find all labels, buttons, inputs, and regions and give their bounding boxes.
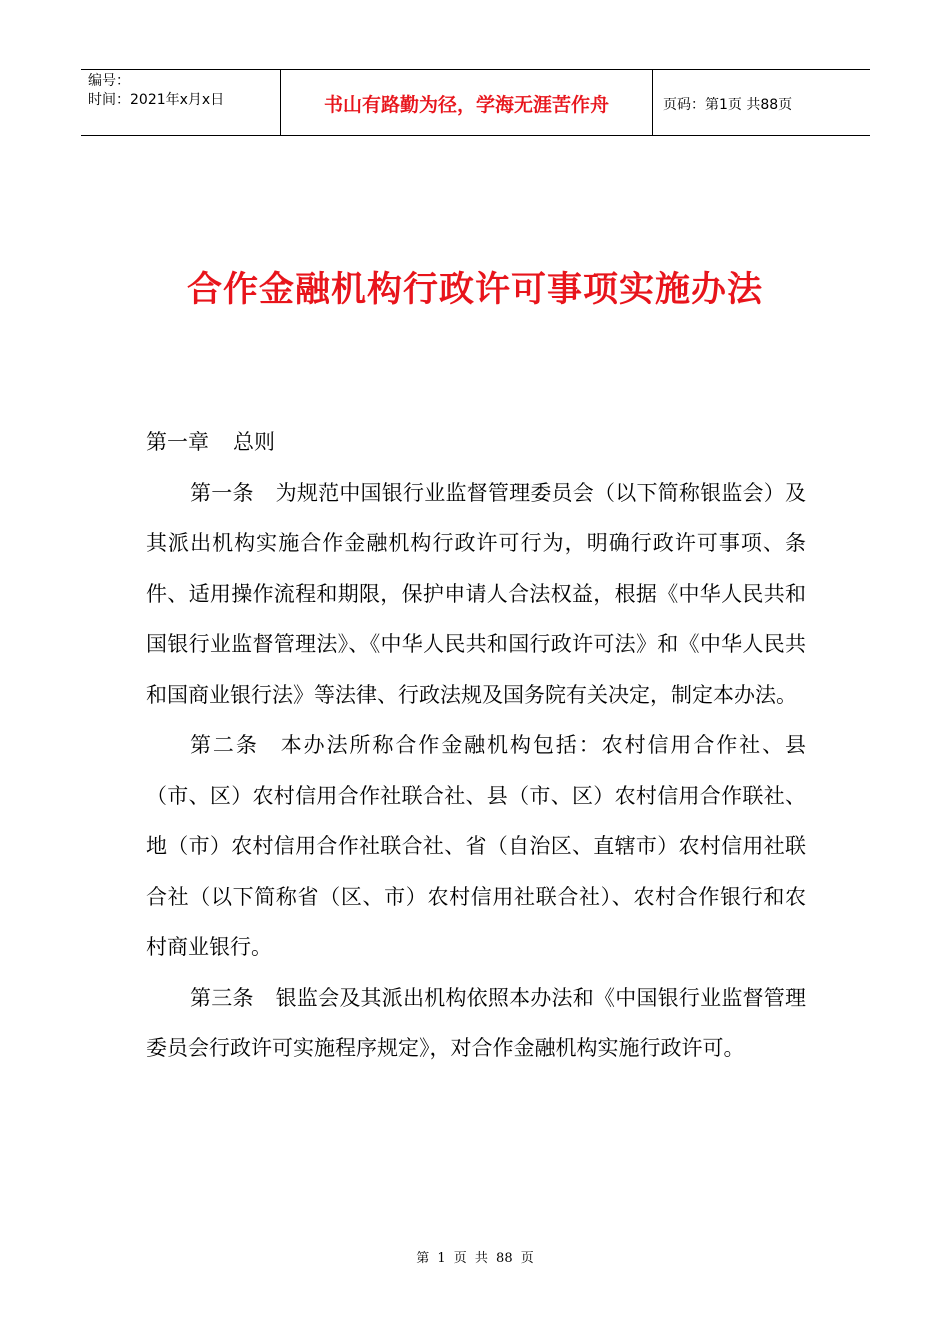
header-meta-cell [81, 70, 281, 135]
header-motto-cell [281, 70, 653, 135]
article-label: 第一条 [190, 480, 254, 505]
header-motto: 书山有路勤为径，学海无涯苦作舟 [323, 94, 609, 116]
article-paragraph [146, 973, 806, 1074]
header-page-info: 页码：第1页 共88页 [663, 96, 793, 113]
document-date: 时间：2021年x月x日 [88, 92, 225, 108]
article-paragraph [146, 468, 806, 721]
chapter-name: 总则 [233, 430, 275, 454]
chapter-number: 第一章 [146, 430, 209, 454]
article-text: 银监会及其派出机构依照本办法和《中国银行业监督管理委员会行政许可实施程序规定》，对合作金融机构实施行政许可。 [146, 985, 807, 1060]
article-text: 为规范中国银行业监督管理委员会（以下简称银监会）及其派出机构实施合作金融机构行政许可行为，明确行政许可事项、条件、适用操作流程和期限，保护申请人合法权益，根据《中华人民共和国银行业监督管理法》、《中华人民共和国行政许可法》和《中华人民共和国商业银行法》等法律、行政法规及国务院有关决定，制定本办法。 [146, 480, 807, 707]
chapter-heading [146, 417, 806, 468]
article-label: 第三条 [190, 985, 254, 1010]
article-paragraph [146, 720, 806, 973]
document-number-label: 编号： [88, 73, 130, 89]
page-footer: 第 1 页 共 88 页 [416, 1251, 534, 1266]
document-header [81, 69, 870, 136]
article-label: 第二条 [190, 733, 259, 757]
document-title: 合作金融机构行政许可事项实施办法 [186, 270, 763, 310]
article-text: 本办法所称合作金融机构包括：农村信用合作社、县（市、区）农村信用合作社联合社、县（市、区）农村信用合作联社、地（市）农村信用合作社联合社、省（自治区、直辖市）农村信用社联合社（以下简称省（区、市）农村信用社联合社）、农村合作银行和农村商业银行。 [146, 733, 807, 959]
header-page-cell [653, 70, 870, 135]
document-body [146, 417, 806, 1074]
